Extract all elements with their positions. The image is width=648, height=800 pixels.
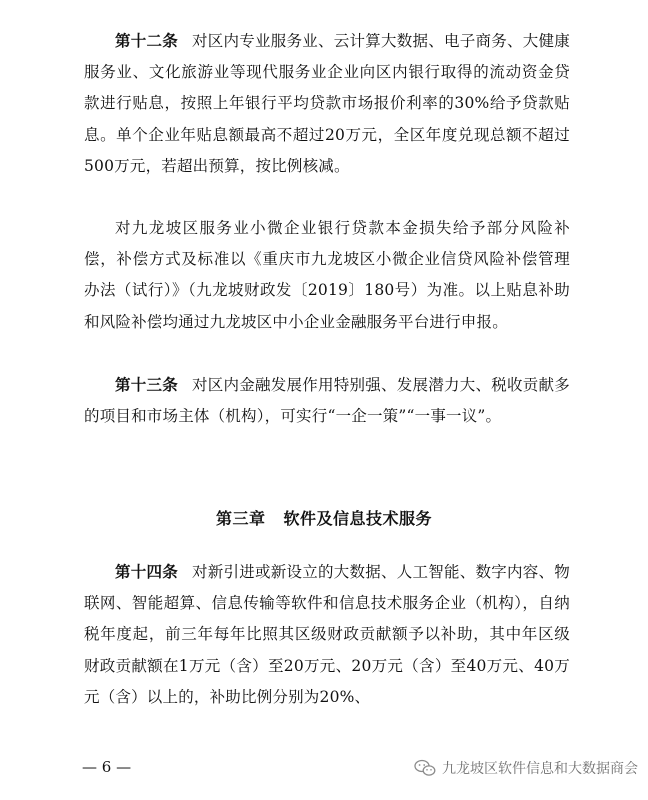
page-number: — 6 — <box>82 758 132 776</box>
risk-compensation-paragraph <box>84 213 570 338</box>
article-12-paragraph <box>84 26 570 182</box>
article-14-label: 第十四条 <box>115 563 179 581</box>
watermark <box>414 758 638 778</box>
article-14-text: 对新引进或新设立的大数据、人工智能、数字内容、物联网、智能超算、信息传输等软件和信息技术服务企业（机构），自纳税年度起，前三年每年比照其区级财政贡献额予以补助，其中年区级财政贡献额在1万元（含）至20万元、20万元（含）至40万元、40万元（含）以上的，补助比例分别为20%、 <box>84 563 570 706</box>
article-12-label: 第十二条 <box>115 32 179 50</box>
chapter-number: 第三章 <box>215 509 266 528</box>
article-13-text: 对区内金融发展作用特别强、发展潜力大、税收贡献多的项目和市场主体（机构），可实行“一企一策”“一事一议”。 <box>84 376 570 426</box>
risk-compensation-text: 对九龙坡区服务业小微企业银行贷款本金损失给予部分风险补偿，补偿方式及标准以《重庆市九龙坡区小微企业信贷风险补偿管理办法（试行）》（九龙坡财政发〔2019〕180号）为准。以上贴息补助和风险补偿均通过九龙坡区中小企业金融服务平台进行申报。 <box>84 219 570 331</box>
article-13-paragraph <box>84 370 570 432</box>
chapter-heading <box>0 506 648 529</box>
watermark-text: 九龙坡区软件信息和大数据商会 <box>442 761 638 777</box>
article-13-label: 第十三条 <box>115 376 179 394</box>
wechat-icon <box>414 759 436 777</box>
article-14-paragraph <box>84 557 570 713</box>
chapter-title: 软件及信息技术服务 <box>283 509 433 528</box>
article-12-text: 对区内专业服务业、云计算大数据、电子商务、大健康服务业、文化旅游业等现代服务业企业向区内银行取得的流动资金贷款进行贴息，按照上年银行平均贷款市场报价利率的30%给予贷款贴息。单个企业年贴息额最高不超过20万元，全区年度兑现总额不超过500万元，若超出预算，按比例核减。 <box>84 32 570 175</box>
